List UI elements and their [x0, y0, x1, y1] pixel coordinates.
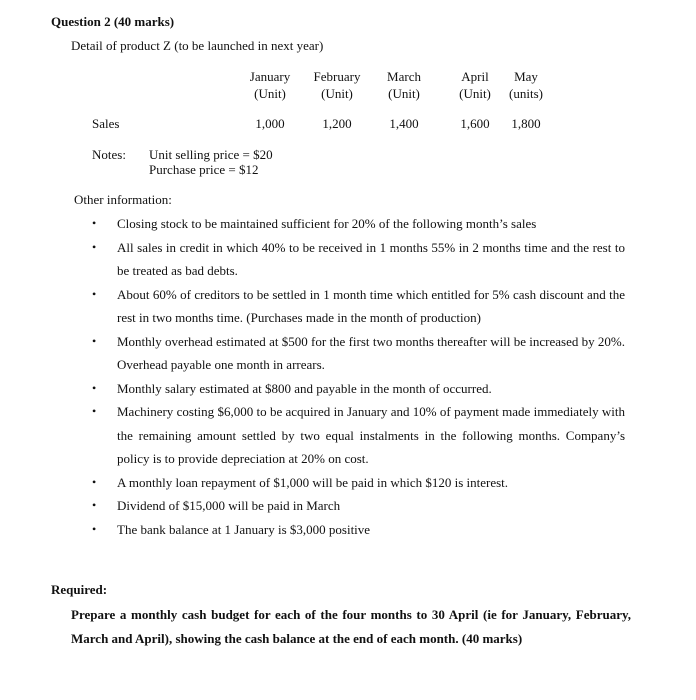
list-item-text: Monthly overhead estimated at $500 for the first two months thereafter will be increased by 20%. Overhead payable one month in arrears.	[117, 333, 625, 372]
list-item-text: All sales in credit in which 40% to be received in 1 months 55% in 2 months time and the rest to be treated as bad debts.	[117, 239, 625, 278]
list-item-text: Dividend of $15,000 will be paid in March	[117, 498, 341, 513]
list-item-text: A monthly loan repayment of $1,000 will be paid in which $120 is interest.	[117, 474, 509, 490]
column-header-march	[380, 68, 428, 102]
sales-value-april: 1,600	[460, 116, 490, 131]
column-unit: (units)	[509, 86, 543, 101]
column-header-may	[504, 68, 548, 102]
sales-value-may: 1,800	[511, 116, 541, 131]
column-unit: (Unit)	[321, 86, 353, 101]
column-unit: (Unit)	[254, 86, 286, 101]
bullet-icon: •	[92, 239, 97, 254]
column-month: January	[249, 69, 291, 84]
list-item	[90, 283, 625, 330]
list-item	[90, 471, 625, 495]
list-item	[90, 377, 625, 401]
list-item	[90, 400, 625, 471]
other-information-label: Other information:	[74, 192, 172, 207]
question-subtitle: Detail of product Z (to be launched in next year)	[71, 38, 324, 53]
list-item	[90, 212, 625, 236]
other-information-list	[90, 212, 625, 541]
unit-selling-price-note: Unit selling price = $20	[149, 147, 273, 162]
column-unit: (Unit)	[459, 86, 491, 101]
column-header-february	[308, 68, 366, 102]
bullet-icon: •	[92, 333, 97, 348]
bullet-icon: •	[92, 216, 97, 230]
required-label: Required:	[51, 582, 108, 597]
column-month: April	[461, 69, 489, 84]
list-item	[90, 330, 625, 377]
purchase-price-note: Purchase price = $12	[149, 162, 259, 177]
list-item-text: About 60% of creditors to be settled in 1 month time which entitled for 5% cash discount and the rest in two months time. (Purchases made in the month of production)	[117, 286, 625, 325]
notes-label: Notes:	[92, 147, 126, 162]
list-item-text: Machinery costing $6,000 to be acquired in January and 10% of payment made immediately with the remaining amount settled by two equal instalments in the following months. Company’s policy is to provide depreciation at 20% on cost.	[117, 404, 625, 466]
list-item	[90, 494, 625, 518]
column-unit: (Unit)	[388, 86, 420, 101]
bullet-icon: •	[92, 474, 97, 489]
bullet-icon: •	[92, 286, 97, 301]
question-title: Question 2 (40 marks)	[51, 14, 175, 29]
required-text: Prepare a monthly cash budget for each of the four months to 30 April (ie for January, February, March and April), showing the cash balance at the end of each month. (40 marks)	[71, 607, 631, 646]
bullet-icon: •	[92, 404, 97, 418]
list-item-text: The bank balance at 1 January is $3,000 positive	[117, 521, 371, 537]
column-header-april	[452, 68, 498, 102]
sales-row-label: Sales	[92, 116, 120, 131]
bullet-icon: •	[92, 521, 97, 536]
list-item	[90, 518, 625, 542]
bullet-icon: •	[92, 498, 97, 512]
sales-value-march: 1,400	[389, 116, 419, 131]
list-item-text: Closing stock to be maintained sufficient for 20% of the following month’s sales	[117, 216, 537, 231]
column-month: February	[313, 69, 361, 84]
column-header-january	[246, 68, 294, 102]
bullet-icon: •	[92, 380, 97, 395]
column-month: March	[387, 69, 421, 84]
list-item	[90, 236, 625, 283]
sales-value-january: 1,000	[255, 116, 285, 131]
list-item-text: Monthly salary estimated at $800 and payable in the month of occurred.	[117, 380, 492, 396]
sales-value-february: 1,200	[322, 116, 352, 131]
column-month: May	[514, 69, 538, 84]
